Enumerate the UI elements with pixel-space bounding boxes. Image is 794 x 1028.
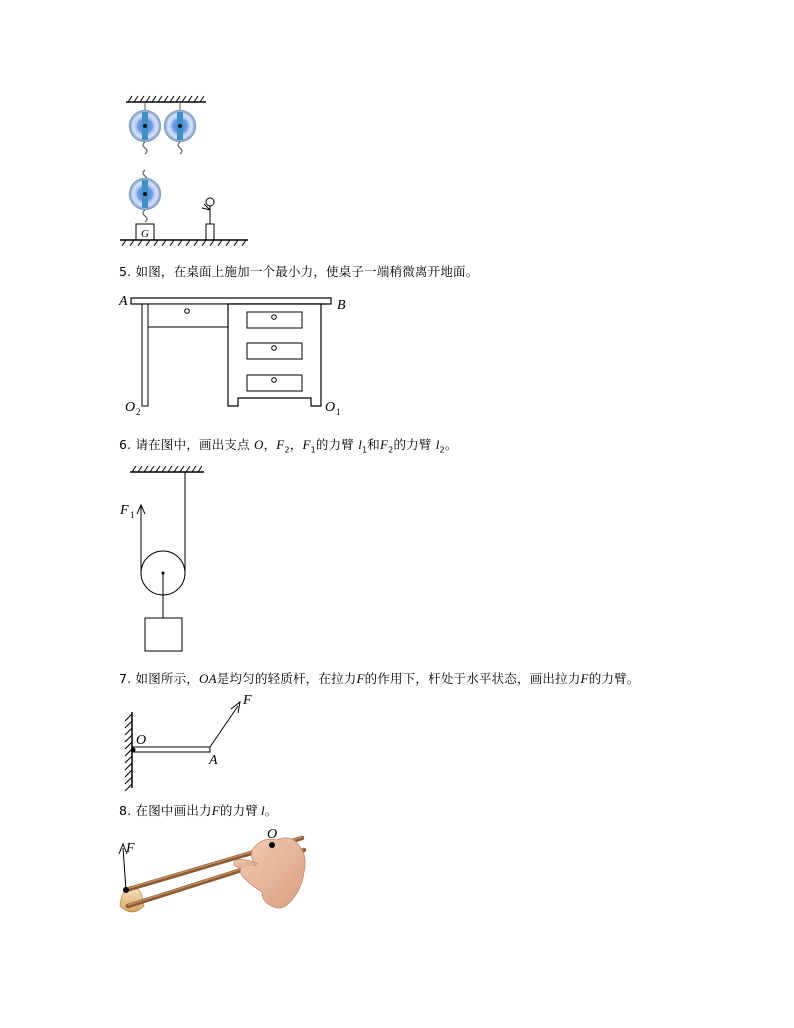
- label-A: A: [209, 753, 218, 768]
- text-segment: 在图中画出力: [135, 803, 212, 818]
- text-segment: 和: [367, 437, 380, 452]
- label-F: F: [243, 693, 252, 708]
- text-segment: 。: [444, 437, 458, 452]
- label-O: O: [136, 733, 147, 748]
- text-segment: 的作用下，杆处于水平状态，画出拉力: [364, 671, 581, 686]
- question-number: 5.: [119, 264, 132, 279]
- var-F: F: [211, 803, 220, 818]
- var-F: F: [580, 671, 589, 686]
- label-O2-subscript: 2: [136, 407, 141, 417]
- text-segment: 的力臂: [393, 437, 436, 452]
- question-7: [119, 669, 640, 687]
- label-O1: O: [325, 400, 336, 415]
- question-number: 8.: [119, 803, 132, 818]
- person-figure: [202, 198, 214, 240]
- single-pulley-figure: [116, 460, 216, 658]
- desk-figure: [115, 290, 355, 422]
- subscript: 2: [284, 445, 290, 455]
- subscript: 2: [388, 445, 394, 455]
- text-segment: 的力臂。: [588, 671, 640, 686]
- lever-wall-figure: [116, 690, 276, 792]
- var-F2b: F: [380, 437, 389, 452]
- text-segment: 如图所示，: [135, 671, 200, 686]
- text-segment: 的力臂: [219, 803, 258, 818]
- var-OA: OA: [199, 671, 217, 686]
- var-l2: l: [435, 437, 440, 452]
- fixed-pulley-right: [164, 102, 196, 154]
- label-O2: O: [125, 400, 136, 415]
- subscript: 1: [310, 445, 316, 455]
- label-F: F: [120, 503, 129, 518]
- var-F2: F: [276, 437, 285, 452]
- text-segment: 的力臂: [315, 437, 359, 452]
- question-8: [119, 801, 278, 819]
- label-F-subscript: 1: [130, 510, 135, 520]
- weight-box-label: G: [141, 228, 149, 240]
- subscript: 2: [439, 445, 445, 455]
- var-F: F: [356, 671, 365, 686]
- var-l: l: [260, 803, 265, 818]
- text-segment: 请在图中，画出支点: [135, 437, 254, 452]
- label-O1-subscript: 1: [336, 407, 341, 417]
- label-F: F: [126, 841, 135, 856]
- question-number: 6.: [119, 437, 132, 452]
- text-segment: 是均匀的轻质杆，在拉力: [216, 671, 357, 686]
- question-5: [119, 262, 478, 280]
- label-O: O: [267, 827, 278, 842]
- question-6: [119, 435, 458, 455]
- var-O: O: [254, 437, 264, 452]
- var-l1: l: [358, 437, 362, 452]
- pulley-system-figure: [118, 94, 258, 254]
- label-B: B: [337, 298, 346, 313]
- question-number: 7.: [119, 671, 132, 686]
- text-segment: 。: [264, 803, 278, 818]
- subscript: 1: [362, 445, 368, 455]
- label-A: A: [119, 294, 128, 309]
- fixed-pulley-left: [129, 102, 161, 154]
- chopsticks-figure: [112, 822, 320, 922]
- text-segment: ，: [263, 437, 277, 452]
- var-F1: F: [302, 437, 311, 452]
- text-segment: ，: [289, 437, 303, 452]
- movable-pulley: [129, 170, 161, 222]
- question-text: 如图，在桌面上施加一个最小力，使桌子一端稍微离开地面。: [135, 264, 479, 279]
